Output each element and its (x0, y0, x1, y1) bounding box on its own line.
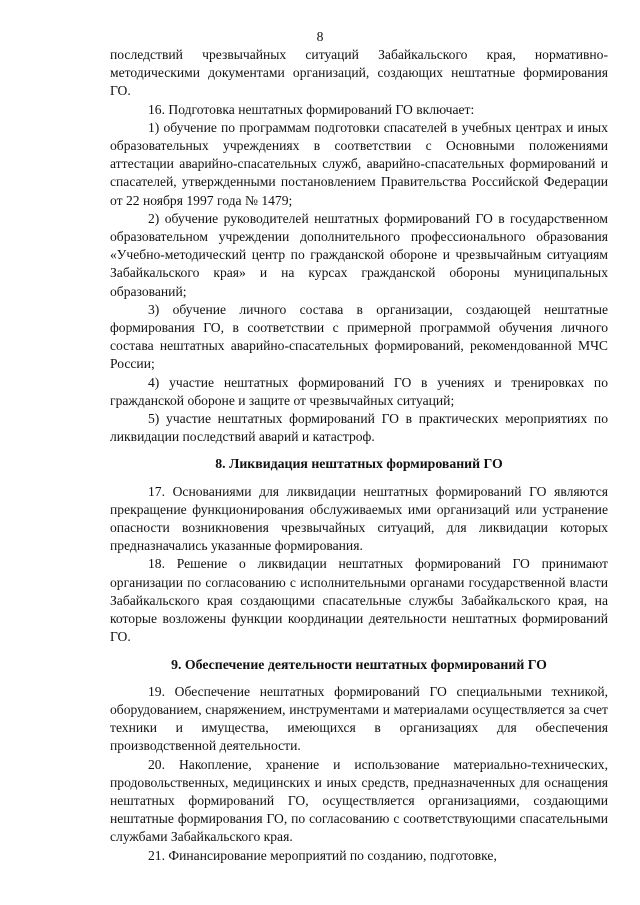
item-20: 20. Накопление, хранение и использование материально-технических, продовольственных, медицинских и иных средств, предназначенных для оснащения нештатных формирований ГО, осуществляется организациями, создающими нештатные формирования ГО, по согласованию с соответствующими спасательными службами Забайкальского края. (110, 756, 608, 845)
document-body (110, 46, 608, 865)
item-16-sub-2: 2) обучение руководителей нештатных формирований ГО в государственном образовательном учреждении дополнительного профессионального образования «Учебно-методический центр по гражданской обороне и чрезвычайным ситуациям Забайкальского края» и на курсах гражданской обороны муниципальных образований; (110, 210, 608, 299)
item-16-sub-3: 3) обучение личного состава в организации, создающей нештатные формирования ГО, в соответствии с примерной программой обучения личного состава нештатных аварийно-спасательных формирований, рекомендованной МЧС России; (110, 301, 608, 372)
item-16-sub-5: 5) участие нештатных формирований ГО в практических мероприятиях по ликвидации последствий аварий и катастроф. (110, 411, 608, 445)
item-16-sub-4: 4) участие нештатных формирований ГО в учениях и тренировках по гражданской обороне и защите от чрезвычайных ситуаций; (110, 374, 608, 408)
item-16-sub-1: 1) обучение по программам подготовки спасателей в учебных центрах и иных образовательных учреждениях в соответствии с Основными положениями аттестации аварийно-спасательных служб, аварийно-спасательных формирований и спасателей, утвержденными постановлением Правительства Российской Федерации от 22 ноября 1997 года № 1479; (110, 119, 608, 208)
item-19: 19. Обеспечение нештатных формирований ГО специальными техникой, оборудованием, снаряжением, инструментами и материалами осуществляется за счет техники и имущества, имеющихся в организациях для обеспечения производственной деятельности. (110, 683, 608, 754)
item-21: 21. Финансирование мероприятий по созданию, подготовке, (148, 847, 497, 863)
page-number: 8 (316, 29, 324, 44)
intro-paragraph: последствий чрезвычайных ситуаций Забайкальского края, нормативно-методическими документами организаций, создающих нештатные формирования ГО. (110, 47, 608, 99)
section-8-heading: 8. Ликвидация нештатных формирований ГО (215, 456, 503, 472)
item-16: 16. Подготовка нештатных формирований ГО включает: (148, 101, 475, 117)
item-17: 17. Основаниями для ликвидации нештатных формирований ГО являются прекращение функционирования обслуживаемых ими организаций или устранение опасности возникновения чрезвычайных ситуаций, для ликвидации которых предназначались указанные формирования. (110, 483, 608, 554)
item-18: 18. Решение о ликвидации нештатных формирований ГО принимают организации по согласованию с исполнительными органами государственной власти Забайкальского края создающими спасательные службы Забайкальского края, на которые возложены функции координации деятельности нештатных формирований ГО. (110, 556, 608, 645)
section-9-heading: 9. Обеспечение деятельности нештатных формирований ГО (171, 656, 547, 672)
